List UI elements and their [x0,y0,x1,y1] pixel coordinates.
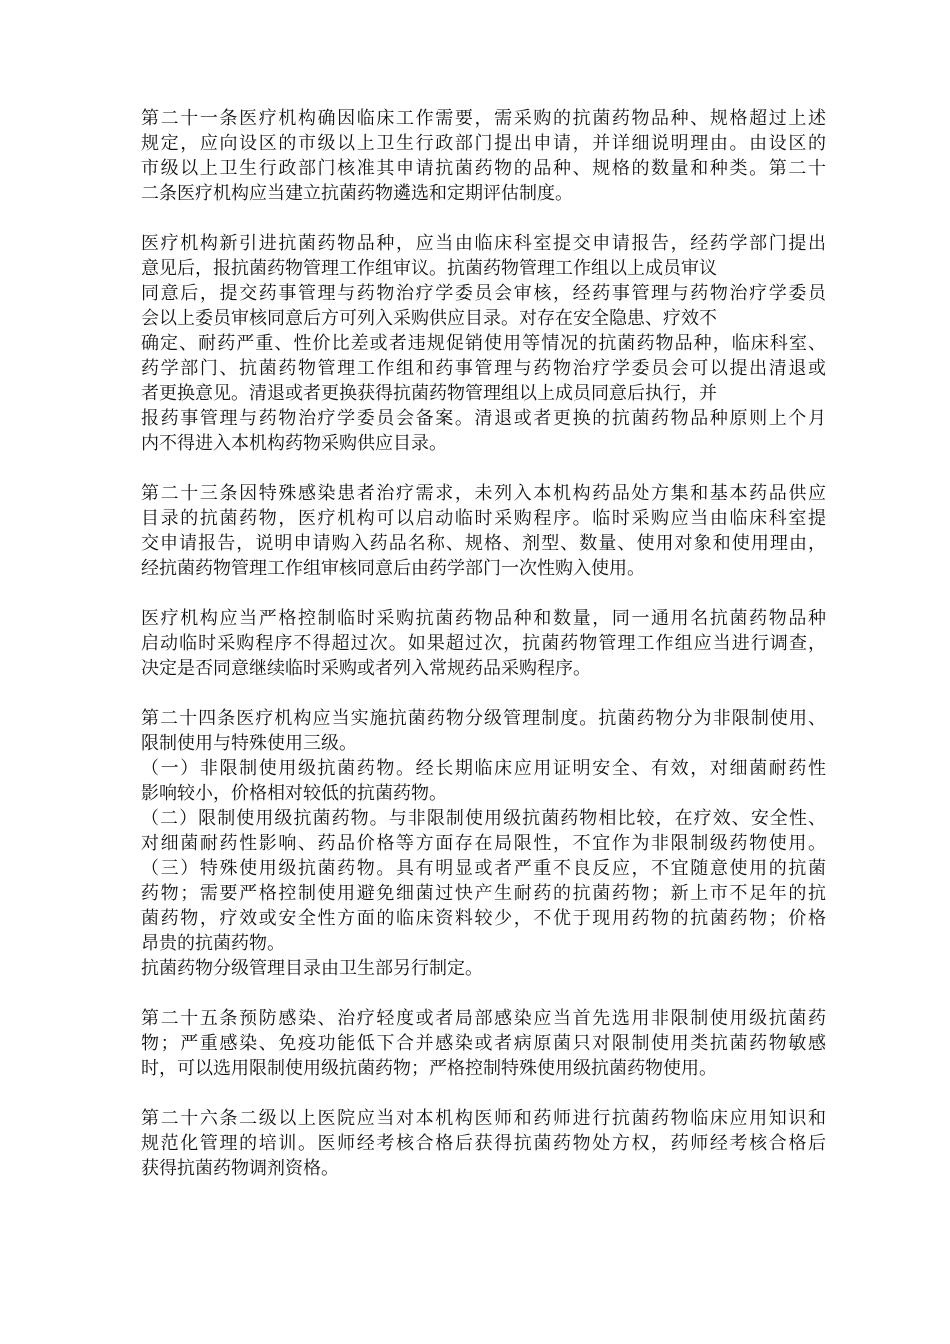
text-line: 第二十三条因特殊感染患者治疗需求，未列入本机构药品处方集和基本药品供应 [141,483,826,504]
text-line: 时，可以选用限制使用级抗菌药物；严格控制特殊使用级抗菌药物使用。 [141,1058,717,1079]
text-line: 第二十四条医疗机构应当实施抗菌药物分级管理制度。抗菌药物分为非限制使用、 [141,708,826,729]
text-line: 同意后，提交药事管理与药物治疗学委员会审核，经药事管理与药物治疗学委员 [141,283,826,304]
text-line: 经抗菌药物管理工作组审核同意后由药学部门一次性购入使用。 [141,558,645,579]
text-line: 菌药物，疗效或安全性方面的临床资料较少，不优于现用药物的抗菌药物；价格 [141,908,826,929]
text-line: 市级以上卫生行政部门核准其申请抗菌药物的品种、规格的数量和种类。第二十 [141,158,826,179]
text-line: 报药事管理与药物治疗学委员会备案。清退或者更换的抗菌药物品种原则上个月 [141,408,826,429]
text-line: 医疗机构新引进抗菌药物品种，应当由临床科室提交申请报告，经药学部门提出 [141,233,826,254]
text-line: 第二十一条医疗机构确因临床工作需要，需采购的抗菌药物品种、规格超过上述 [141,108,826,129]
text-line: 药物；需要严格控制使用避免细菌过快产生耐药的抗菌药物；新上市不足年的抗 [141,883,826,904]
text-line: 获得抗菌药物调剂资格。 [141,1158,339,1179]
text-line: （三）特殊使用级抗菌药物。具有明显或者严重不良反应，不宜随意使用的抗菌 [141,858,826,879]
text-line: 二条医疗机构应当建立抗菌药物遴选和定期评估制度。 [141,183,573,204]
text-line: 对细菌耐药性影响、药品价格等方面存在局限性，不宜作为非限制级药物使用。 [141,833,826,854]
text-line: 药学部门、抗菌药物管理工作组和药事管理与药物治疗学委员会可以提出清退或 [141,358,826,379]
text-line: 交申请报告，说明申请购入药品名称、规格、剂型、数量、使用对象和使用理由， [141,533,826,554]
paragraph-temporary-procurement [141,606,826,681]
text-line: 确定、耐药严重、性价比差或者违规促销使用等情况的抗菌药物品种，临床科室、 [141,333,826,354]
paragraph-article-26 [141,1106,826,1181]
text-line: （一）非限制使用级抗菌药物。经长期临床应用证明安全、有效，对细菌耐药性 [141,758,826,779]
text-line: 者更换意见。清退或者更换获得抗菌药物管理组以上成员同意后执行，并 [141,383,717,404]
text-line: 决定是否同意继续临时采购或者列入常规药品采购程序。 [141,658,591,679]
text-line: 会以上委员审核同意后方可列入采购供应目录。对存在安全隐患、疗效不 [141,308,717,329]
text-line: 目录的抗菌药物，医疗机构可以启动临时采购程序。临时采购应当由临床科室提 [141,508,826,529]
text-line: 物；严重感染、免疫功能低下合并感染或者病原菌只对限制使用类抗菌药物敏感 [141,1033,826,1054]
text-line: 限制使用与特殊使用三级。 [141,733,357,754]
text-line: 第二十五条预防感染、治疗轻度或者局部感染应当首先选用非限制使用级抗菌药 [141,1008,826,1029]
text-line: 意见后，报抗菌药物管理工作组审议。抗菌药物管理工作组以上成员审议 [141,258,717,279]
text-line: （二）限制使用级抗菌药物。与非限制使用级抗菌药物相比较，在疗效、安全性、 [141,808,826,829]
text-line: 规范化管理的培训。医师经考核合格后获得抗菌药物处方权，药师经考核合格后 [141,1133,826,1154]
document-body [141,106,826,1206]
text-line: 规定，应向设区的市级以上卫生行政部门提出申请，并详细说明理由。由设区的 [141,133,826,154]
text-line: 启动临时采购程序不得超过次。如果超过次，抗菌药物管理工作组应当进行调查， [141,633,826,654]
text-line: 昂贵的抗菌药物。 [141,933,285,954]
paragraph-article-23 [141,481,826,581]
text-line: 第二十六条二级以上医院应当对本机构医师和药师进行抗菌药物临床应用知识和 [141,1108,826,1129]
paragraph-article-25 [141,1006,826,1081]
paragraph-article-24 [141,706,826,981]
paragraph-article-21 [141,106,826,206]
paragraph-new-drug-introduction [141,231,826,456]
text-line: 抗菌药物分级管理目录由卫生部另行制定。 [141,958,483,979]
text-line: 影响较小，价格相对较低的抗菌药物。 [141,783,447,804]
text-line: 内不得进入本机构药物采购供应目录。 [141,433,447,454]
text-line: 医疗机构应当严格控制临时采购抗菌药物品种和数量，同一通用名抗菌药物品种 [141,608,826,629]
